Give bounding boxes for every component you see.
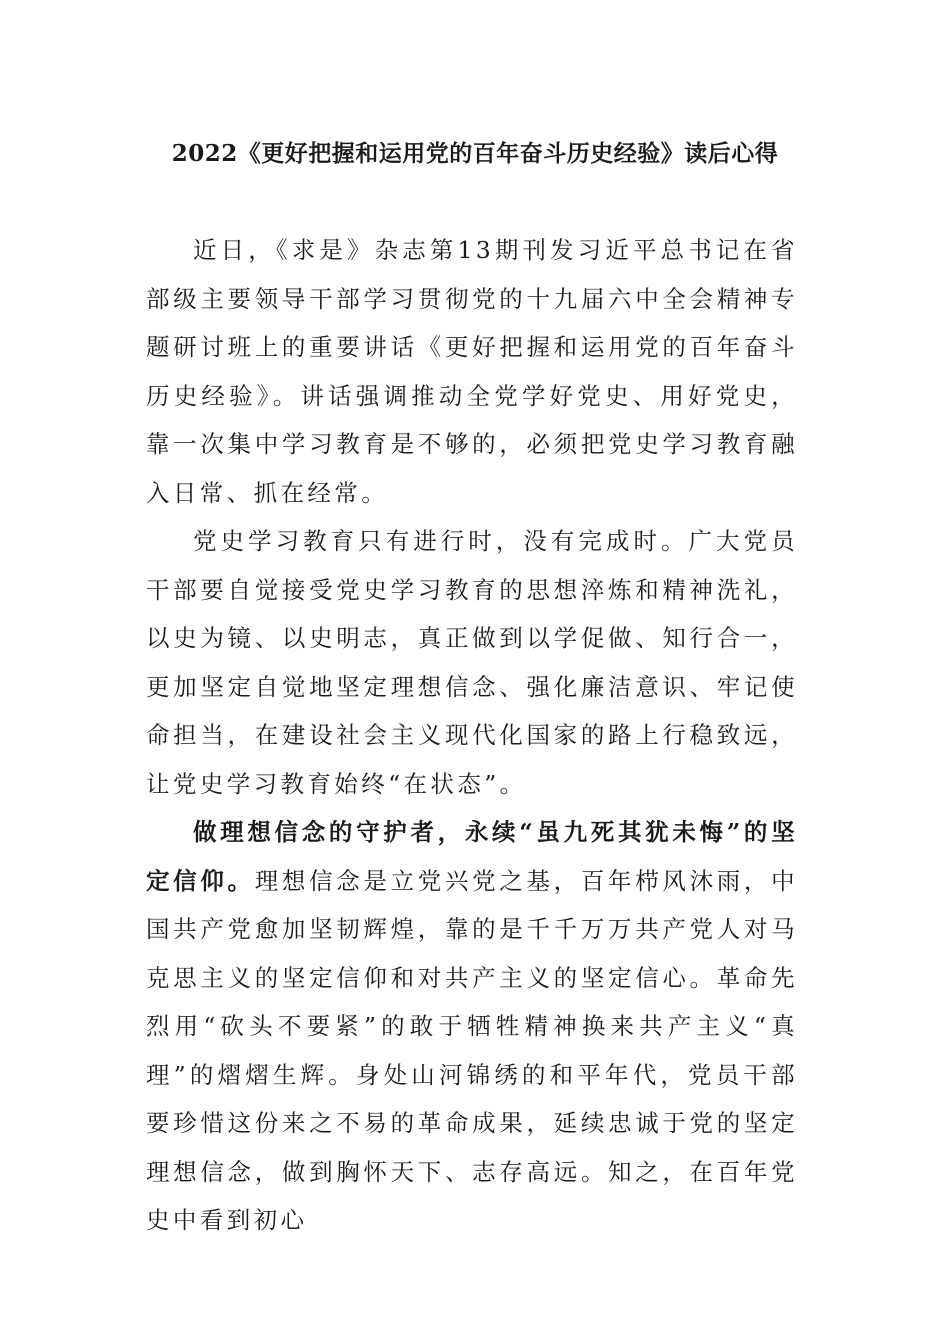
paragraph-text: 理想信念是立党兴党之基，百年栉风沐雨，中国共产党愈加坚韧辉煌，靠的是千千万万共产党人对马克思主义的坚定信仰和对共产主义的坚定信心。革命先烈用“砍头不要紧”的敢于牺牲精神换来共产主义“真理”的熠熠生辉。身处山河锦绣的和平年代，党员干部要珍惜这份来之不易的革命成果，延续忠诚于党的坚定理想信念，做到胸怀天下、志存高远。知之，在百年党史中看到初心 [146,866,798,1234]
paragraph [146,226,798,517]
paragraph-text: 近日，《求是》杂志第13期刊发习近平总书记在省部级主要领导干部学习贯彻党的十九届六中全会精神专题研讨班上的重要讲话《更好把握和运用党的百年奋斗历史经验》。讲话强调推动全党学好党史、用好党史，靠一次集中学习教育是不够的，必须把党史学习教育融入日常、抓在经常。 [146,236,798,507]
document-body [146,226,798,1245]
paragraph [146,808,798,1245]
paragraph [146,517,798,808]
paragraph-lead: 做理想信念的守护者，永续“虽九死其犹未悔”的坚定信仰。 [146,818,798,895]
paragraph-text: 党史学习教育只有进行时，没有完成时。广大党员干部要自觉接受党史学习教育的思想淬炼和精神洗礼，以史为镜、以史明志，真正做到以学促做、知行合一，更加坚定自觉地坚定理想信念、强化廉洁意识、牢记使命担当，在建设社会主义现代化国家的路上行稳致远，让党史学习教育始终“在状态”。 [146,527,798,798]
document-title: 2022《更好把握和运用党的百年奋斗历史经验》读后心得 [171,140,779,167]
